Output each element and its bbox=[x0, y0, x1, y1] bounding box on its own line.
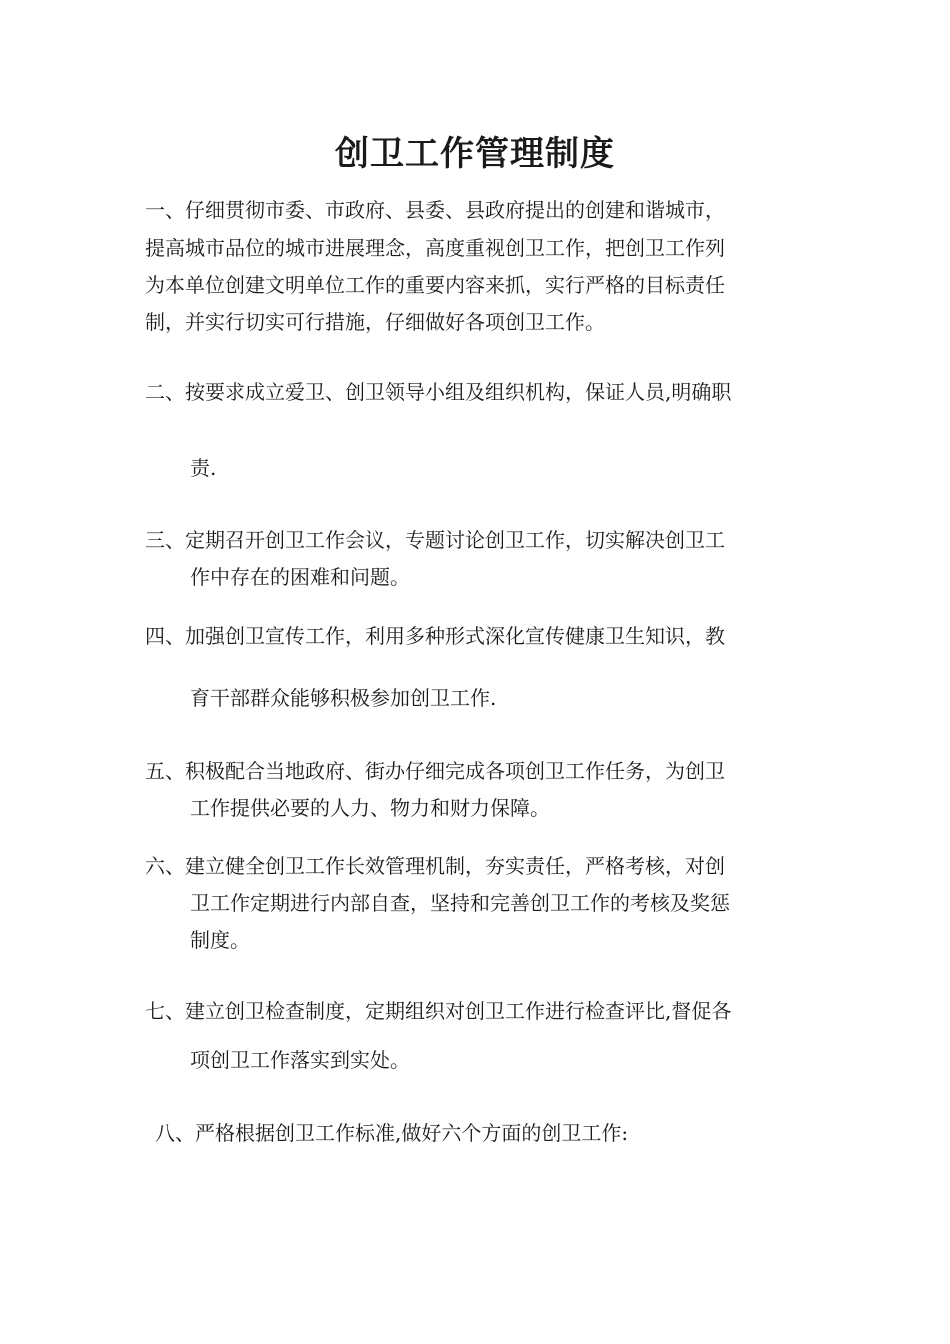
item-7-line-1 bbox=[145, 996, 731, 1026]
item-8-text-1: 严格根据创卫工作标准,做好六个方面的创卫工作: bbox=[195, 1121, 629, 1145]
item-4-line-1 bbox=[145, 621, 725, 651]
item-4-line-2: 育干部群众能够积极参加创卫工作. bbox=[190, 686, 497, 710]
item-3-text-1: 定期召开创卫工作会议，专题讨论创卫工作，切实解决创卫工 bbox=[185, 528, 725, 552]
item-7-number: 七、 bbox=[145, 999, 185, 1023]
item-5-text-1: 积极配合当地政府、街办仔细完成各项创卫工作任务，为创卫 bbox=[185, 759, 725, 783]
item-8-line-1 bbox=[155, 1118, 628, 1148]
item-3-line-2: 作中存在的困难和问题。 bbox=[190, 565, 410, 589]
item-3-line-1 bbox=[145, 525, 725, 555]
item-6-line-3: 制度。 bbox=[190, 928, 250, 952]
document-title: 创卫工作管理制度 bbox=[335, 134, 615, 174]
item-1-line-3: 为本单位创建文明单位工作的重要内容来抓，实行严格的目标责任 bbox=[145, 273, 725, 297]
item-6-line-1 bbox=[145, 851, 725, 881]
item-1-line-1 bbox=[145, 195, 725, 225]
item-8-number: 八、 bbox=[155, 1121, 195, 1145]
item-4-text-1: 加强创卫宣传工作，利用多种形式深化宣传健康卫生知识，教 bbox=[185, 624, 725, 648]
item-1-line-4: 制，并实行切实可行措施，仔细做好各项创卫工作。 bbox=[145, 310, 605, 334]
item-3-number: 三、 bbox=[145, 528, 185, 552]
item-5-line-2: 工作提供必要的人力、物力和财力保障。 bbox=[190, 796, 550, 820]
item-7-text-1: 建立创卫检查制度，定期组织对创卫工作进行检查评比,督促各 bbox=[185, 999, 732, 1023]
item-2-line-1 bbox=[145, 377, 731, 407]
item-1-text-1: 仔细贯彻市委、市政府、县委、县政府提出的创建和谐城市， bbox=[185, 198, 725, 222]
item-6-text-1: 建立健全创卫工作长效管理机制，夯实责任，严格考核，对创 bbox=[185, 854, 725, 878]
item-5-number: 五、 bbox=[145, 759, 185, 783]
item-2-line-2: 责. bbox=[190, 456, 217, 480]
item-6-number: 六、 bbox=[145, 854, 185, 878]
item-4-number: 四、 bbox=[145, 624, 185, 648]
item-2-number: 二、 bbox=[145, 380, 185, 404]
item-1-line-2: 提高城市品位的城市进展理念，高度重视创卫工作，把创卫工作列 bbox=[145, 236, 725, 260]
item-6-line-2: 卫工作定期进行内部自查，坚持和完善创卫工作的考核及奖惩 bbox=[190, 891, 730, 915]
item-5-line-1 bbox=[145, 756, 725, 786]
item-7-line-2: 项创卫工作落实到实处。 bbox=[190, 1048, 410, 1072]
item-1-number: 一、 bbox=[145, 198, 185, 222]
item-2-text-1: 按要求成立爱卫、创卫领导小组及组织机构，保证人员,明确职 bbox=[185, 380, 732, 404]
